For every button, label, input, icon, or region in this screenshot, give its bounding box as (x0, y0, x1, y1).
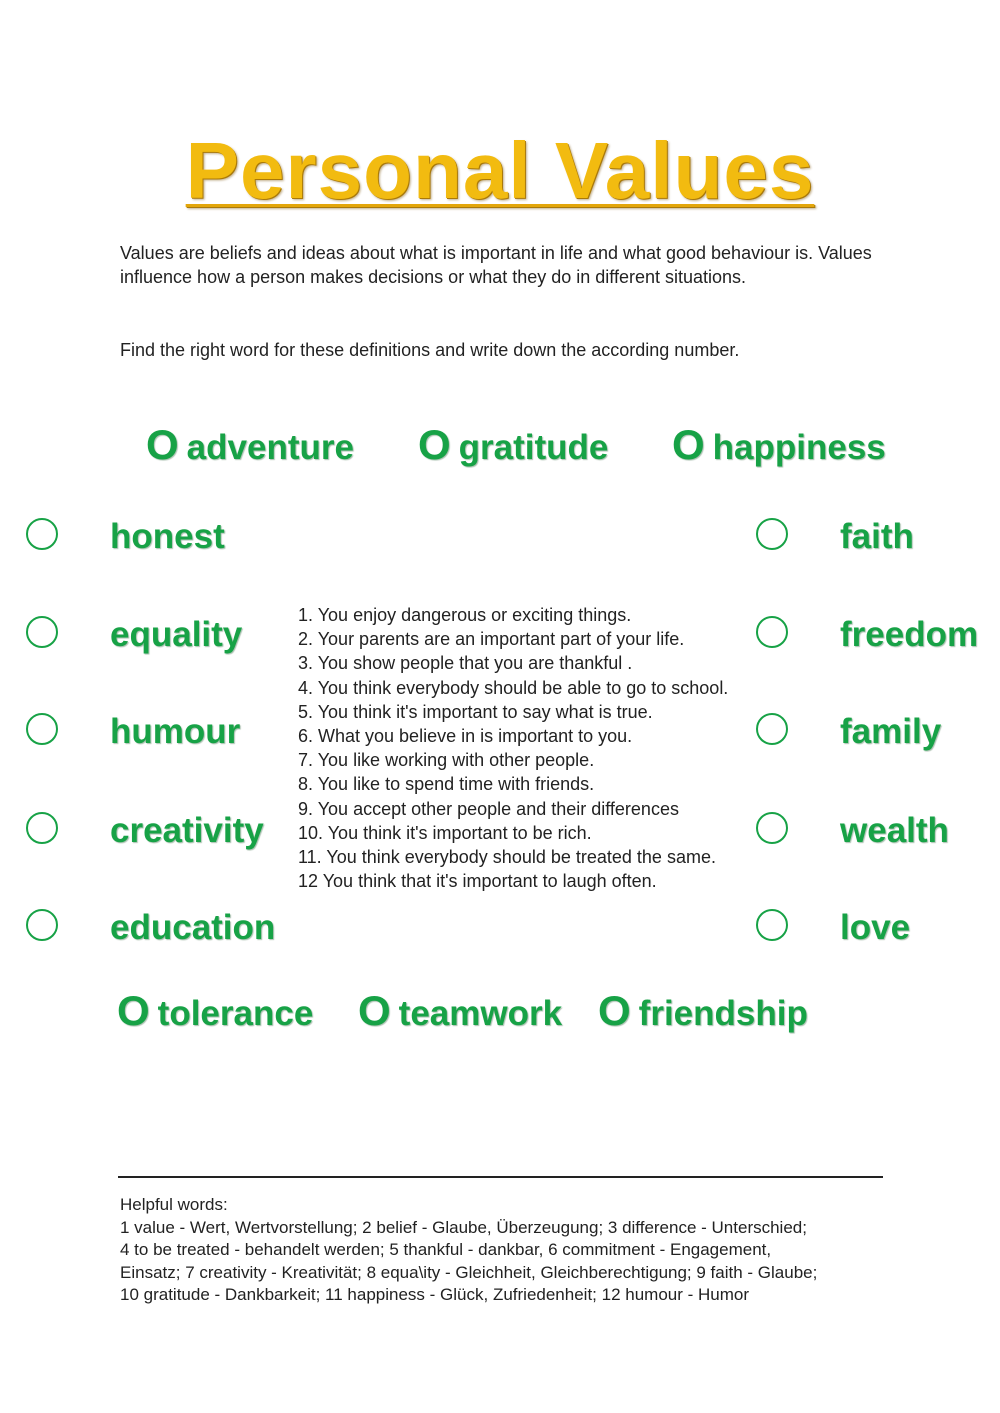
bottom-options-row (0, 986, 1000, 1036)
option-friendship[interactable] (598, 986, 808, 1039)
option-creativity[interactable] (26, 806, 286, 856)
option-label: humour (110, 712, 241, 751)
option-label: happiness (712, 428, 886, 467)
helpful-line: 10 gratitude - Dankbarkeit; 11 happiness - Glück, Zufriedenheit; 12 humour - Humor (120, 1285, 749, 1304)
instruction-text: Find the right word for these definitions and write down the according number. (120, 340, 740, 360)
definition-item: 9. You accept other people and their differences (298, 798, 679, 819)
option-adventure[interactable] (146, 420, 354, 473)
page-title-text: Personal Values (185, 126, 815, 215)
option-label: love (840, 908, 911, 947)
option-wealth[interactable] (756, 806, 996, 856)
page-title (0, 126, 1000, 216)
helpful-line: Einsatz; 7 creativity - Kreativität; 8 equa\ity - Gleichheit, Gleichberechtigung; 9 faith - Glaube; (120, 1262, 818, 1282)
definition-item: 5. You think it's important to say what is true. (298, 701, 653, 722)
option-radio-mark[interactable]: O (672, 421, 705, 468)
option-education[interactable] (26, 903, 286, 953)
option-label: tolerance (157, 994, 314, 1033)
option-radio-circle[interactable] (26, 616, 58, 648)
option-label: freedom (840, 615, 979, 654)
option-label: education (110, 908, 276, 947)
definition-item: 3. You show people that you are thankful . (298, 653, 633, 674)
option-label: teamwork (398, 994, 563, 1033)
option-radio-mark[interactable]: O (598, 987, 631, 1034)
option-radio-circle[interactable] (756, 713, 788, 745)
option-radio-circle[interactable] (26, 812, 58, 844)
divider-line (118, 1176, 883, 1178)
option-label: gratitude (458, 428, 609, 467)
definition-item: 7. You like working with other people. (298, 750, 595, 771)
definitions-list (298, 603, 728, 893)
option-radio-circle[interactable] (756, 616, 788, 648)
option-label: creativity (110, 811, 264, 850)
option-freedom[interactable] (756, 610, 996, 660)
option-radio-mark[interactable]: O (358, 987, 391, 1034)
definition-item: 11. You think everybody should be treated the same. (298, 847, 716, 868)
definition-item: 1. You enjoy dangerous or exciting things. (298, 605, 632, 625)
option-radio-circle[interactable] (756, 812, 788, 844)
top-options-row (0, 420, 1000, 470)
option-equality[interactable] (26, 610, 286, 660)
helpful-line: 4 to be treated - behandelt werden; 5 thankful - dankbar, 6 commitment - Engagement, (120, 1240, 772, 1259)
option-radio-circle[interactable] (26, 909, 58, 941)
definition-item: 2. Your parents are an important part of your life. (298, 629, 685, 650)
option-label: honest (110, 517, 225, 556)
helpful-heading: Helpful words: (120, 1195, 228, 1214)
option-happiness[interactable] (672, 420, 886, 473)
definition-item: 8. You like to spend time with friends. (298, 774, 595, 795)
option-radio-circle[interactable] (26, 518, 58, 550)
definition-item: 12 You think that it's important to laugh often. (298, 871, 657, 892)
option-radio-mark[interactable]: O (117, 987, 150, 1034)
option-faith[interactable] (756, 512, 996, 562)
option-label: friendship (638, 994, 808, 1033)
option-radio-circle[interactable] (26, 713, 58, 745)
option-teamwork[interactable] (358, 986, 562, 1039)
option-radio-circle[interactable] (756, 909, 788, 941)
option-label: equality (110, 615, 243, 654)
option-radio-mark[interactable]: O (146, 421, 179, 468)
intro-paragraph: Values are beliefs and ideas about what is important in life and what good behaviour is. Values influence how a person makes decisions or what they do in different situations. (120, 243, 872, 287)
option-radio-circle[interactable] (756, 518, 788, 550)
option-love[interactable] (756, 903, 996, 953)
option-family[interactable] (756, 707, 996, 757)
option-radio-mark[interactable]: O (418, 421, 451, 468)
option-tolerance[interactable] (117, 986, 313, 1039)
option-label: family (840, 712, 942, 751)
option-label: adventure (186, 428, 354, 467)
definition-item: 10. You think it's important to be rich. (298, 822, 592, 843)
option-honest[interactable] (26, 512, 286, 562)
helpful-line: 1 value - Wert, Wertvorstellung; 2 belief - Glaube, Überzeugung; 3 difference - Unterschied; (120, 1217, 807, 1237)
option-label: wealth (840, 811, 949, 850)
option-label: faith (840, 517, 914, 556)
option-humour[interactable] (26, 707, 286, 757)
option-gratitude[interactable] (418, 420, 608, 473)
definition-item: 4. You think everybody should be able to go to school. (298, 677, 729, 698)
definition-item: 6. What you believe in is important to you. (298, 726, 633, 747)
helpful-words (120, 1194, 900, 1307)
